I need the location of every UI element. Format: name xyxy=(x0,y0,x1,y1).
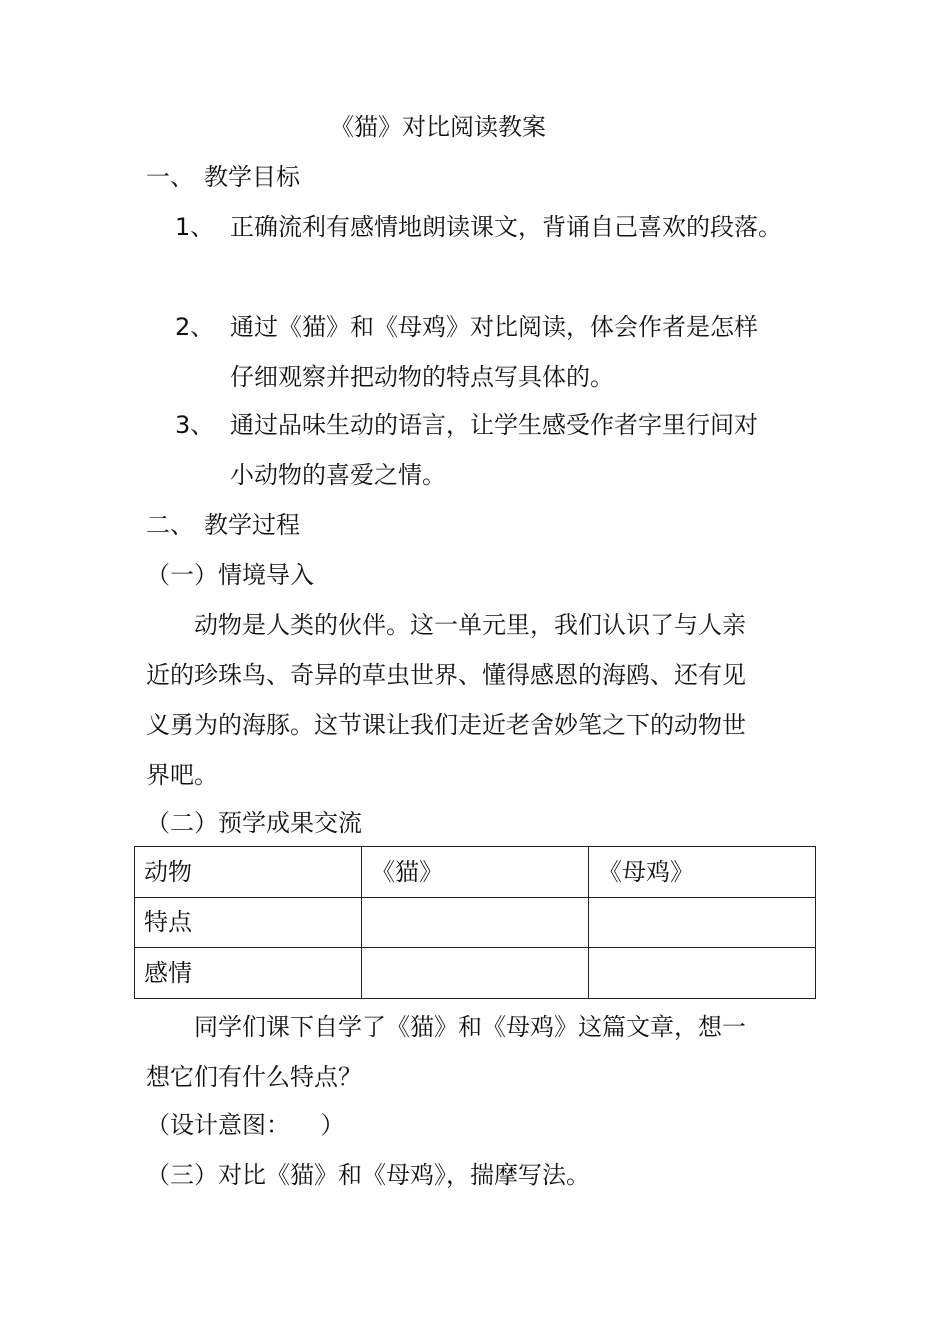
table-cell xyxy=(362,948,589,999)
subsection-3-heading: （三）对比《猫》和《母鸡》，揣摩写法。 xyxy=(146,1161,590,1189)
subsection-1-heading: （一）情境导入 xyxy=(146,561,314,589)
table-row xyxy=(135,897,816,948)
table-cell xyxy=(589,948,816,999)
objective-2-text-line-1: 通过《猫》和《母鸡》对比阅读，体会作者是怎样 xyxy=(230,313,758,341)
table-cell: 感情 xyxy=(135,948,362,999)
objective-1-text: 正确流利有感情地朗读课文，背诵自己喜欢的段落。 xyxy=(230,213,782,241)
table-row xyxy=(135,847,816,898)
table-cell: 特点 xyxy=(135,897,362,948)
table-cell: 《母鸡》 xyxy=(589,847,816,898)
design-intent-note: （设计意图： ） xyxy=(146,1111,345,1139)
objective-2-text-line-2: 仔细观察并把动物的特点写具体的。 xyxy=(230,363,614,391)
exchange-paragraph-line-1: 同学们课下自学了《猫》和《母鸡》这篇文章，想一 xyxy=(194,1013,746,1041)
table-cell xyxy=(362,897,589,948)
document-title: 《猫》对比阅读教案 xyxy=(330,113,546,141)
objective-2-number: 2、 xyxy=(175,313,215,341)
table-row xyxy=(135,948,816,999)
objective-3-text-line-2: 小动物的喜爱之情。 xyxy=(230,461,446,489)
table-cell: 动物 xyxy=(135,847,362,898)
table-cell: 《猫》 xyxy=(362,847,589,898)
comparison-table xyxy=(134,846,816,999)
objective-3-text-line-1: 通过品味生动的语言，让学生感受作者字里行间对 xyxy=(230,411,758,439)
table-cell xyxy=(589,897,816,948)
intro-paragraph-line-2: 近的珍珠鸟、奇异的草虫世界、懂得感恩的海鸥、还有见 xyxy=(146,661,746,689)
objective-3-number: 3、 xyxy=(175,411,215,439)
section-1-number: 一、 xyxy=(146,163,194,191)
intro-paragraph-line-1: 动物是人类的伙伴。这一单元里，我们认识了与人亲 xyxy=(194,611,746,639)
subsection-2-heading: （二）预学成果交流 xyxy=(146,809,362,837)
section-2-number: 二、 xyxy=(146,511,194,539)
objective-1-number: 1、 xyxy=(175,213,215,241)
intro-paragraph-line-3: 义勇为的海豚。这节课让我们走近老舍妙笔之下的动物世 xyxy=(146,711,746,739)
section-1-heading: 教学目标 xyxy=(204,163,300,191)
intro-paragraph-line-4: 界吧。 xyxy=(146,761,218,789)
exchange-paragraph-line-2: 想它们有什么特点？ xyxy=(146,1063,362,1091)
section-2-heading: 教学过程 xyxy=(204,511,300,539)
